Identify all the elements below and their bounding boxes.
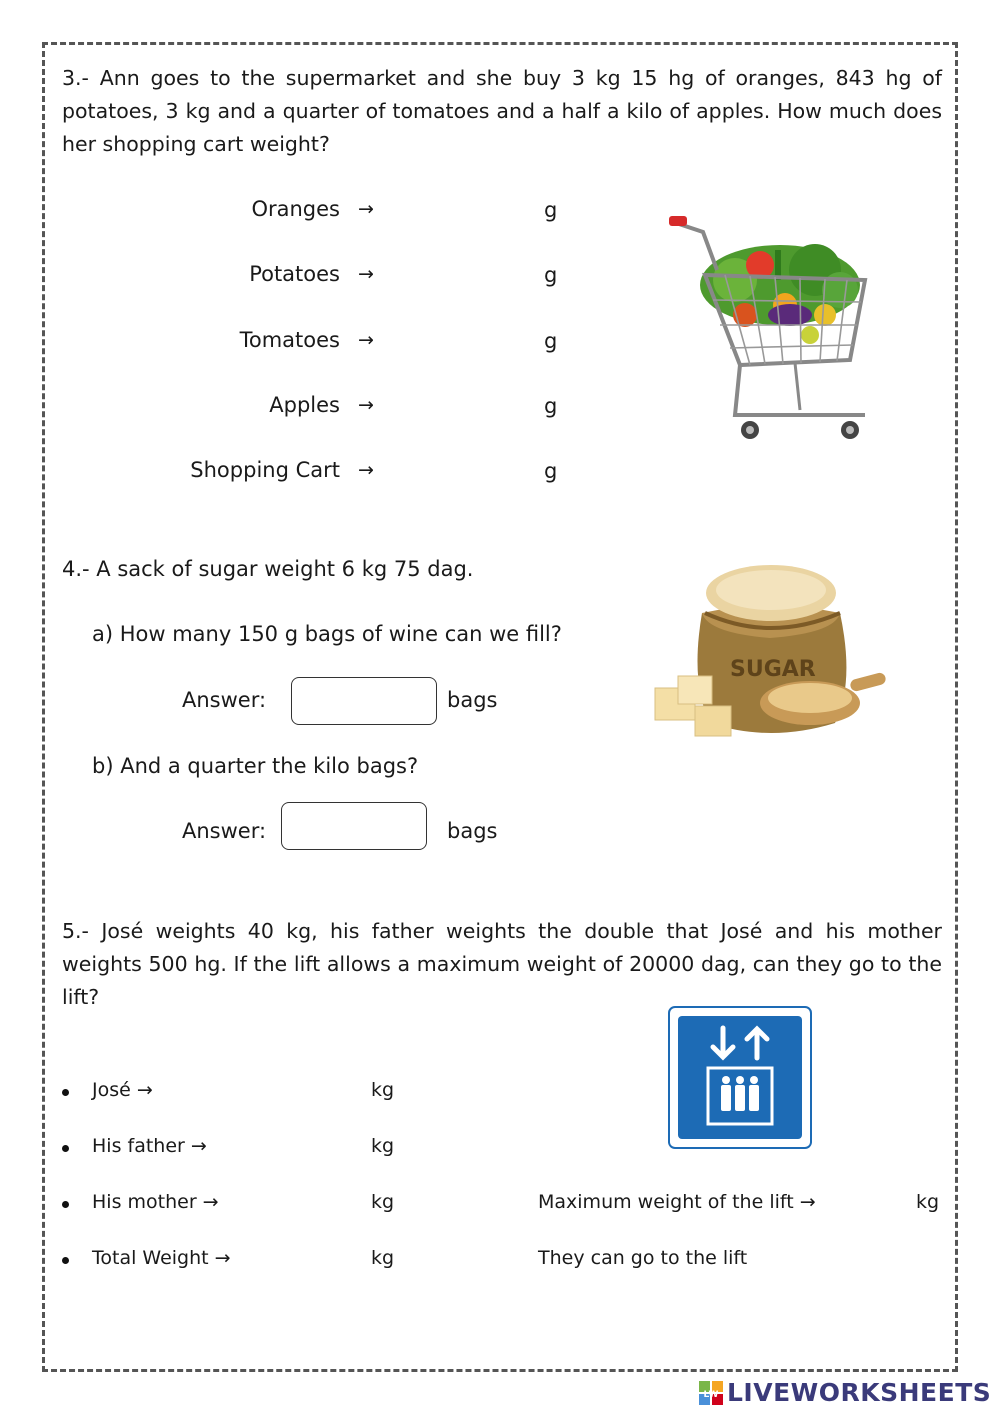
answer-label: Answer: [182,819,267,843]
max-weight-label: Maximum weight of the lift → [538,1191,816,1213]
q3-unit: g [544,394,558,418]
q5-item-label: José → [92,1079,153,1101]
answer-unit: bags [447,819,498,843]
question-4-text: 4.- A sack of sugar weight 6 kg 75 dag. [62,557,474,581]
q5-item-unit: kg [371,1247,395,1269]
q3-unit: g [544,459,558,483]
question-4b-text: b) And a quarter the kilo bags? [92,754,419,778]
arrow-icon: → [358,329,374,351]
q3-label: Oranges [251,197,340,221]
question-3-text: 3.- Ann goes to the supermarket and she buy 3 kg 15 hg of oranges, 843 hg of potatoes, 3 kg and a quarter of tomatoes and a half a kilo of apples. How much does her shopping cart weight? [62,66,942,156]
q5-item-label: His mother → [92,1191,219,1213]
q3-unit: g [544,329,558,353]
q5-item-unit: kg [371,1191,395,1213]
q5-item-label: Total Weight → [92,1247,231,1269]
arrow-icon: → [358,459,374,481]
q5-item-unit: kg [371,1135,395,1157]
answer-unit: bags [447,688,498,712]
q3-label: Shopping Cart [190,458,340,482]
q3-unit: g [544,198,558,222]
answer-4a-input[interactable] [291,677,437,725]
q3-label: Apples [269,393,340,417]
arrow-icon: → [358,394,374,416]
bullet-icon [62,1089,69,1096]
q3-label: Potatoes [249,262,340,286]
conclusion-text: They can go to the lift [538,1247,748,1269]
arrow-icon: → [358,263,374,285]
liveworksheets-mark-icon [699,1381,723,1405]
shopping-cart-image [665,210,875,445]
liveworksheets-logo [699,1378,991,1407]
question-5-text: 5.- José weights 40 kg, his father weights the double that José and his mother weights 500 hg. If the lift allows a maximum weight of 20000 dag, can they go to the lift? [62,919,942,1009]
sugar-sack-image [650,558,895,743]
bullet-icon [62,1201,69,1208]
sack-label: SUGAR [730,657,816,682]
elevator-sign-icon [668,1006,812,1149]
q3-unit: g [544,263,558,287]
svg-text:LW: LW [703,1389,719,1400]
q5-item-unit: kg [371,1079,395,1101]
answer-4b-input[interactable] [281,802,427,850]
question-4a-text: a) How many 150 g bags of wine can we fill? [92,622,562,646]
q5-item-label: His father → [92,1135,207,1157]
arrow-icon: → [358,198,374,220]
q3-label: Tomatoes [239,328,340,352]
bullet-icon [62,1145,69,1152]
brand-name: LIVEWORKSHEETS [727,1378,992,1407]
max-weight-unit: kg [916,1191,940,1213]
answer-label: Answer: [182,688,267,712]
bullet-icon [62,1257,69,1264]
